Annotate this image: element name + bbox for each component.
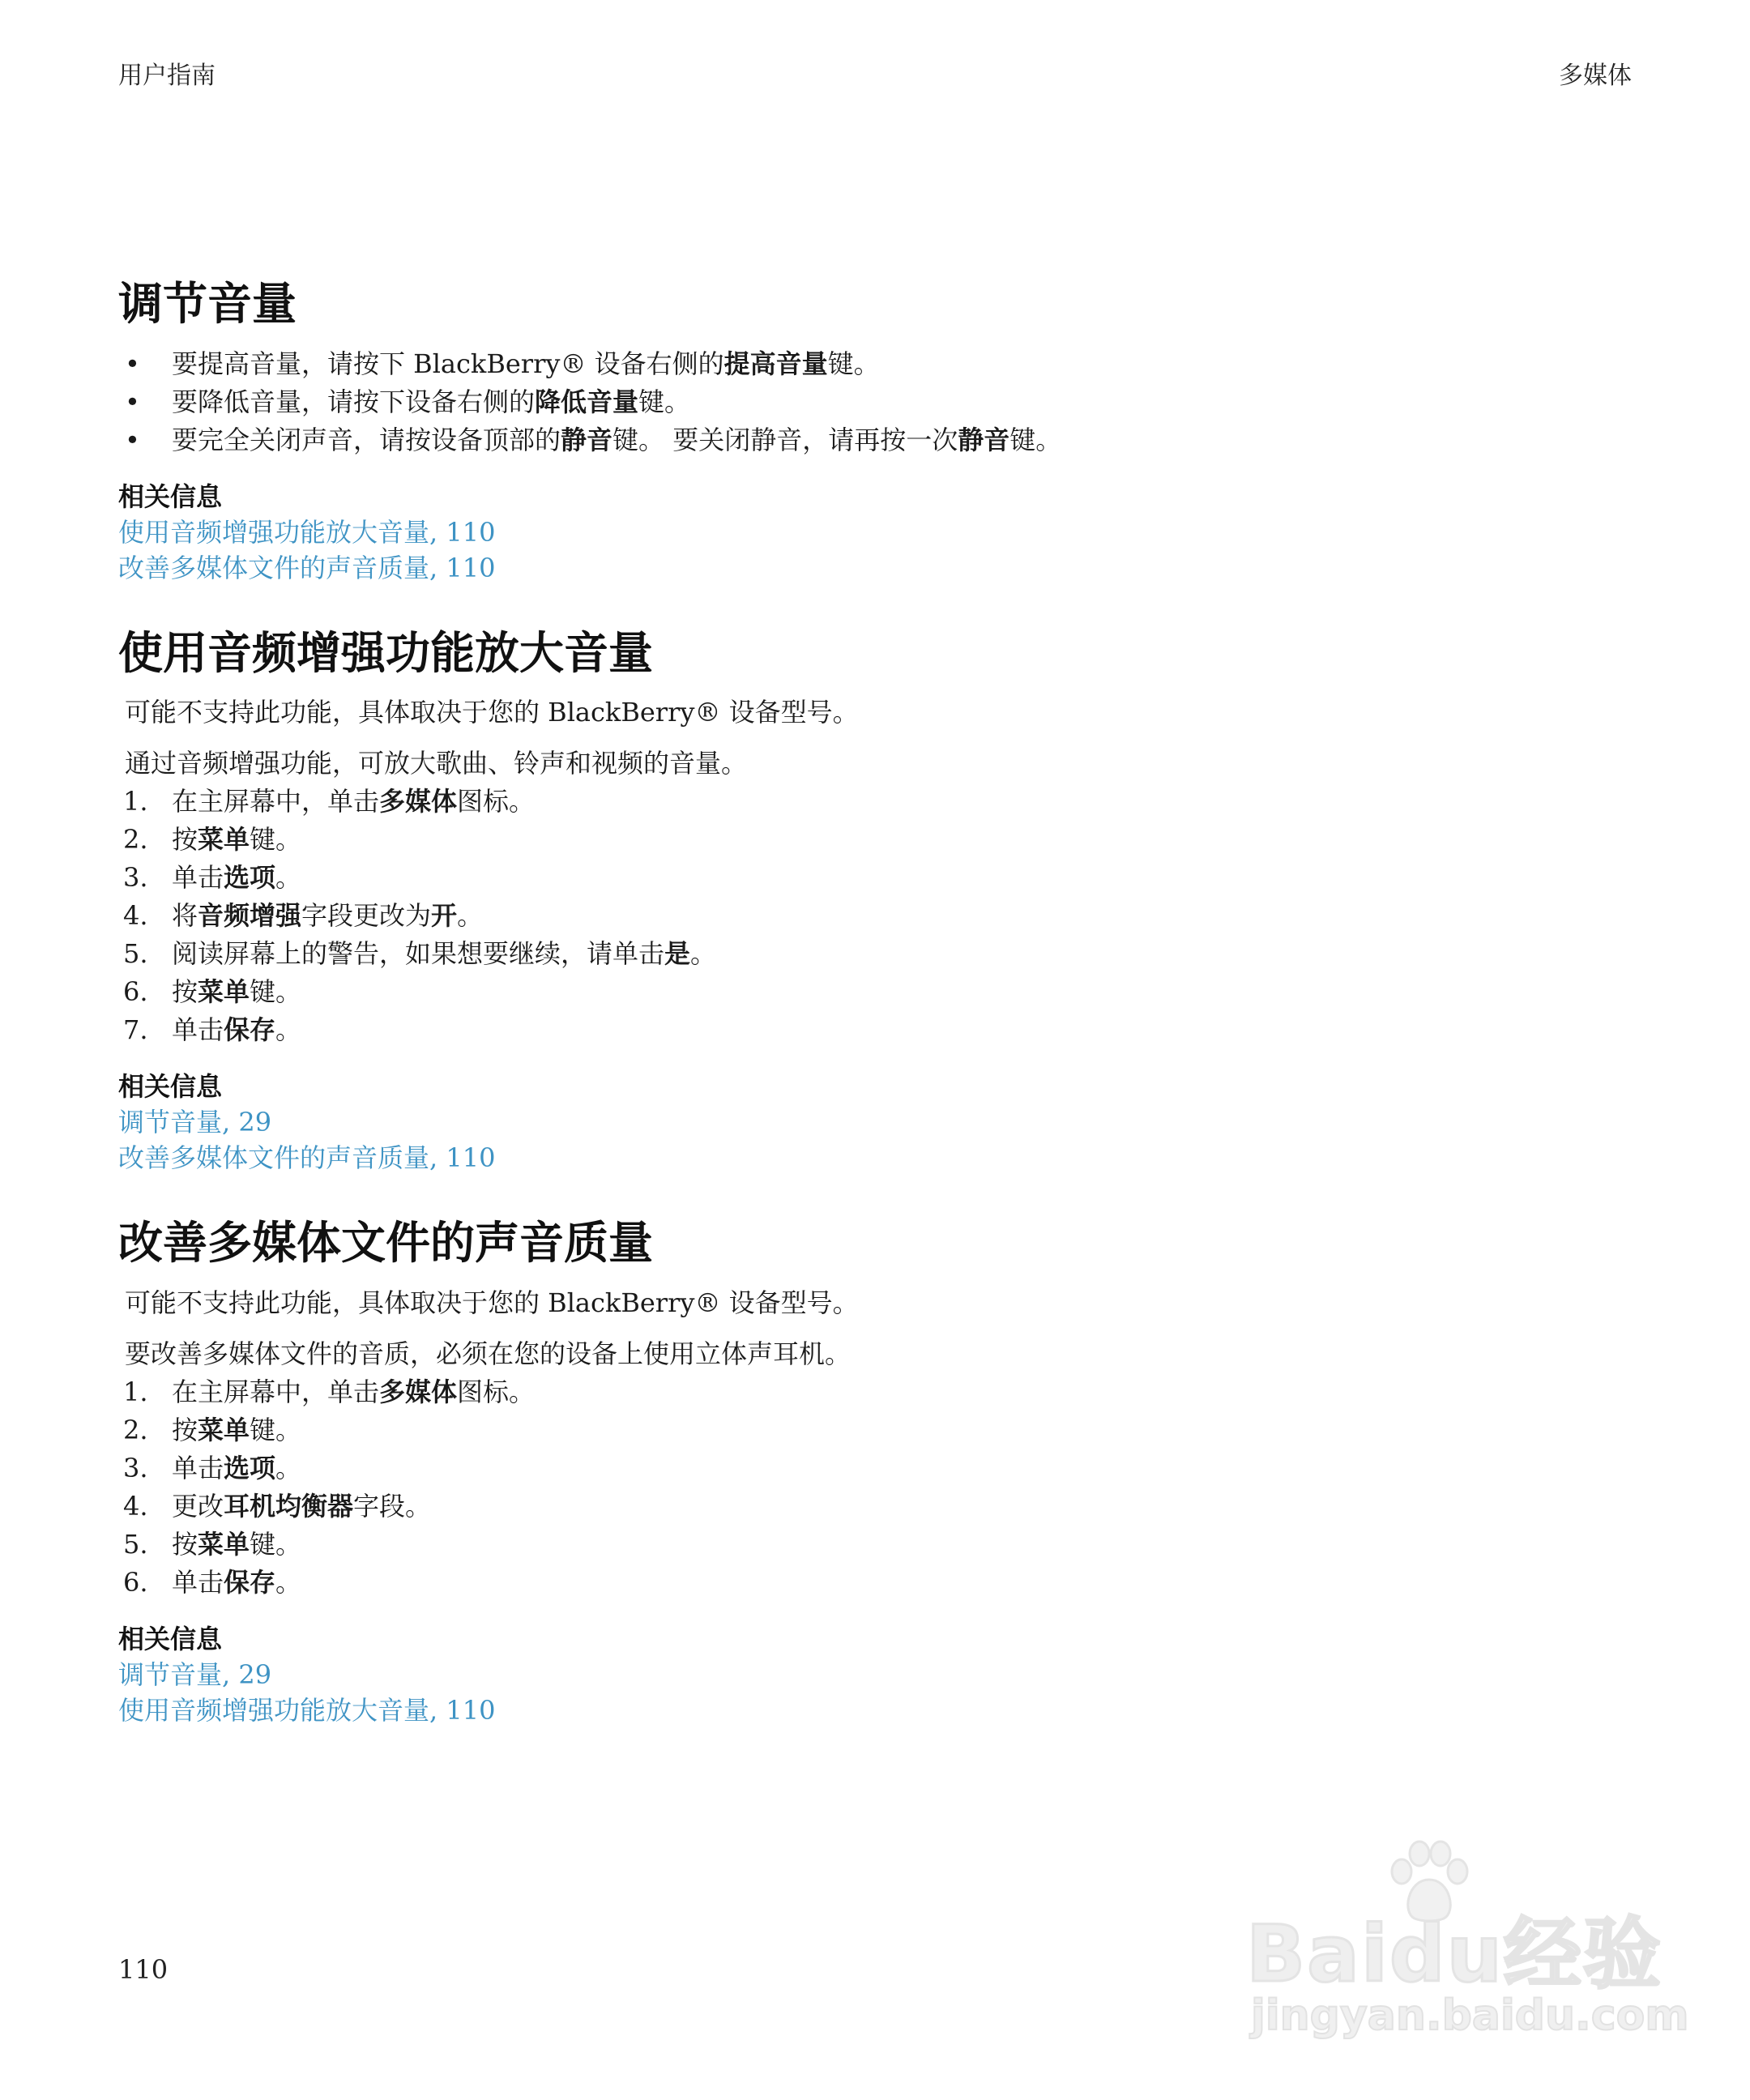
bullet-item (118, 421, 1641, 459)
section-title: 改善多媒体文件的声音质量 (118, 1217, 654, 1269)
text-run: 按 (172, 1414, 198, 1445)
text-run: 单击 (172, 862, 224, 893)
text-run: 在主屏幕中，单击 (172, 1376, 380, 1407)
text-run: 在主屏幕中，单击 (172, 786, 380, 817)
text-run: 图标。 (457, 1376, 536, 1407)
section-title: 使用音频增强功能放大音量 (118, 626, 654, 679)
ui-term: 静音 (958, 424, 1010, 455)
text-run: 键。 (1009, 424, 1062, 455)
related-info-heading: 相关信息 (118, 1623, 223, 1654)
step-item (118, 859, 1641, 897)
step-item (118, 821, 1641, 859)
step-list (118, 1373, 1641, 1602)
text-run: 键。 (827, 348, 880, 379)
step-number: 5. (123, 938, 148, 969)
related-link[interactable]: 调节音量, 29 (118, 1658, 272, 1690)
ui-term: 保存 (224, 1014, 276, 1045)
related-link[interactable]: 调节音量, 29 (118, 1107, 272, 1138)
text-run: 按 (172, 824, 198, 855)
text-run: 。 (275, 1014, 302, 1045)
step-list (118, 783, 1641, 1049)
ui-term: 是 (664, 938, 691, 969)
text-run: 要完全关闭声音，请按设备顶部的 (172, 424, 561, 455)
text-run: 字段。 (353, 1490, 432, 1522)
bullet-marker: • (125, 348, 140, 379)
ui-term: 选项 (224, 1452, 276, 1483)
text-run: 单击 (172, 1014, 224, 1045)
section-title: 调节音量 (118, 278, 297, 330)
support-note: 可能不支持此功能，具体取决于您的 BlackBerry® 设备型号。 (125, 1287, 859, 1318)
step-item (118, 1564, 1641, 1602)
step-item (118, 783, 1641, 821)
text-run: 键。 (250, 1414, 302, 1445)
related-link[interactable]: 使用音频增强功能放大音量, 110 (118, 1694, 496, 1726)
bullet-list (118, 345, 1641, 459)
ui-term: 菜单 (198, 976, 250, 1007)
step-number: 3. (123, 862, 148, 893)
step-number: 4. (123, 1490, 148, 1522)
text-run: 。 (275, 1566, 302, 1598)
support-note: 可能不支持此功能，具体取决于您的 BlackBerry® 设备型号。 (125, 697, 859, 728)
bullet-marker: • (125, 424, 140, 455)
text-run: 。 (275, 1452, 302, 1483)
step-item (118, 1488, 1641, 1526)
ui-term: 开 (431, 900, 458, 931)
text-run: 更改 (172, 1490, 224, 1522)
step-item (118, 1449, 1641, 1488)
running-header-right: 多媒体 (1559, 62, 1632, 90)
watermark-brand: Baidu经验 (1246, 1909, 1662, 2000)
related-link[interactable]: 改善多媒体文件的声音质量, 110 (118, 1142, 496, 1173)
text-run: 键。 (250, 1528, 302, 1560)
baidu-watermark (1246, 1839, 1689, 2058)
text-run: 。 (690, 938, 717, 969)
text-run: 按 (172, 1528, 198, 1560)
text-run: 图标。 (457, 786, 536, 817)
step-item (118, 1411, 1641, 1449)
text-run: 。 (457, 900, 484, 931)
section-adjust-volume (118, 275, 1641, 586)
running-header-left: 用户指南 (118, 62, 216, 90)
related-info (118, 1069, 1641, 1176)
text-run: 键。 要关闭静音，请再按一次 (612, 424, 958, 455)
text-run: 按 (172, 976, 198, 1007)
step-number: 4. (123, 900, 148, 931)
step-number: 2. (123, 1414, 148, 1445)
text-run: 要降低音量，请按下设备右侧的 (172, 386, 536, 417)
text-run: 键。 (250, 976, 302, 1007)
step-number: 1. (123, 786, 148, 817)
ui-term: 音频增强 (198, 900, 302, 931)
step-number: 5. (123, 1528, 148, 1560)
bullet-marker: • (125, 386, 140, 417)
step-number: 6. (123, 976, 148, 1007)
related-link[interactable]: 使用音频增强功能放大音量, 110 (118, 516, 496, 548)
ui-term: 静音 (561, 424, 613, 455)
step-item (118, 1373, 1641, 1411)
related-info-heading: 相关信息 (118, 480, 223, 512)
step-item (118, 973, 1641, 1011)
section-sound-quality (118, 1214, 1641, 1728)
ui-term: 提高音量 (723, 348, 828, 379)
step-number: 6. (123, 1566, 148, 1598)
text-run: 单击 (172, 1566, 224, 1598)
ui-term: 菜单 (198, 1528, 250, 1560)
related-info (118, 1621, 1641, 1728)
step-item (118, 897, 1641, 935)
related-link[interactable]: 改善多媒体文件的声音质量, 110 (118, 552, 496, 583)
ui-term: 多媒体 (379, 786, 458, 817)
watermark-url: jingyan.baidu.com (1251, 1991, 1689, 2040)
text-run: 阅读屏幕上的警告，如果想要继续，请单击 (172, 938, 665, 969)
related-info-heading: 相关信息 (118, 1071, 223, 1102)
text-run: 将 (172, 900, 198, 931)
intro-text: 通过音频增强功能，可放大歌曲、铃声和视频的音量。 (125, 748, 748, 779)
ui-term: 选项 (224, 862, 276, 893)
ui-term: 菜单 (198, 824, 250, 855)
page-number: 110 (118, 1954, 169, 1985)
text-run: 单击 (172, 1452, 224, 1483)
step-number: 3. (123, 1452, 148, 1483)
step-item (118, 1011, 1641, 1049)
related-info (118, 479, 1641, 586)
text-run: 。 (275, 862, 302, 893)
ui-term: 耳机均衡器 (224, 1490, 354, 1522)
text-run: 键。 (250, 824, 302, 855)
text-run: 要提高音量，请按下 BlackBerry® 设备右侧的 (172, 348, 724, 379)
step-item (118, 935, 1641, 973)
step-number: 7. (123, 1014, 148, 1045)
bullet-item (118, 383, 1641, 421)
ui-term: 降低音量 (535, 386, 639, 417)
ui-term: 多媒体 (379, 1376, 458, 1407)
step-item (118, 1526, 1641, 1564)
step-number: 2. (123, 824, 148, 855)
section-audio-boost (118, 625, 1641, 1176)
text-run: 字段更改为 (301, 900, 432, 931)
ui-term: 菜单 (198, 1414, 250, 1445)
intro-text: 要改善多媒体文件的音质，必须在您的设备上使用立体声耳机。 (125, 1338, 852, 1369)
ui-term: 保存 (224, 1566, 276, 1598)
text-run: 键。 (638, 386, 691, 417)
step-number: 1. (123, 1376, 148, 1407)
bullet-item (118, 345, 1641, 383)
main-content (118, 275, 1641, 1767)
